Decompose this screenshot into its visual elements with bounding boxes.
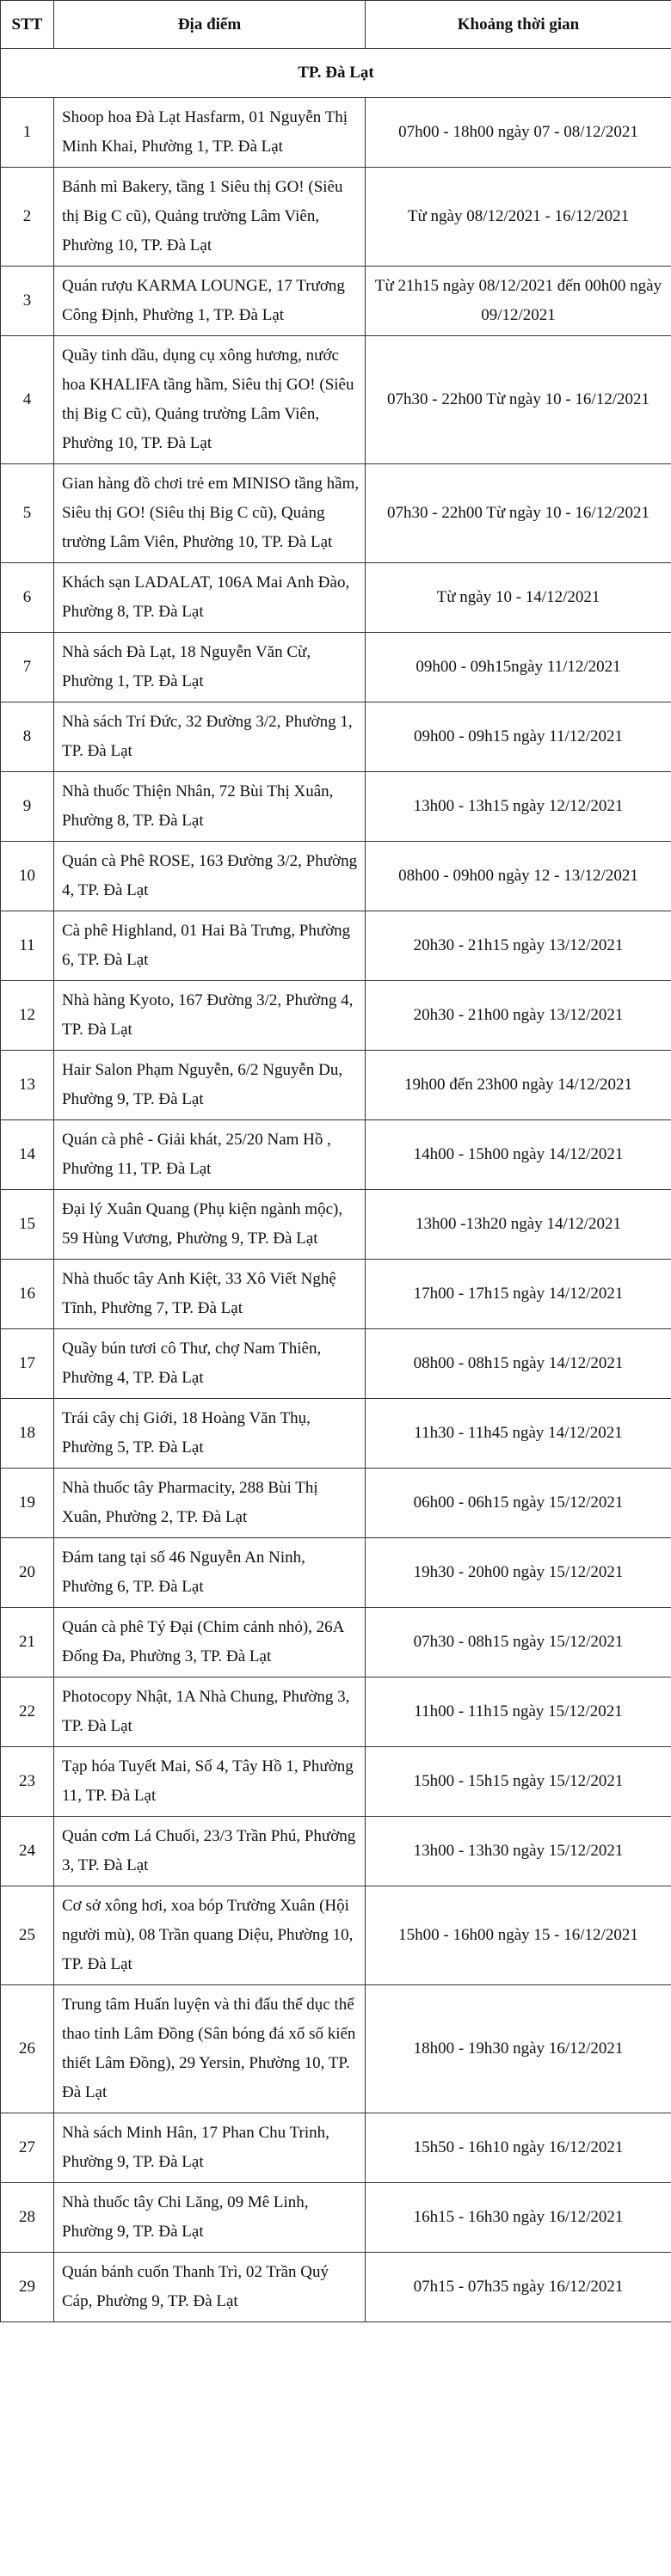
header-time: Khoảng thời gian — [366, 1, 671, 49]
row-place: Cơ sở xông hơi, xoa bóp Trường Xuân (Hội người mù), 08 Trần quang Diệu, Phường 10, TP. Đà Lạt — [54, 1886, 366, 1985]
row-time: 07h30 - 22h00 Từ ngày 10 - 16/12/2021 — [366, 464, 671, 563]
table-row — [1, 2183, 671, 2253]
row-stt: 21 — [1, 1608, 54, 1677]
row-place: Quầy bún tươi cô Thư, chợ Nam Thiên, Phường 4, TP. Đà Lạt — [54, 1329, 366, 1399]
table-row — [1, 1469, 671, 1538]
table-row — [1, 1747, 671, 1817]
section-title: TP. Đà Lạt — [1, 49, 671, 98]
row-place: Photocopy Nhật, 1A Nhà Chung, Phường 3, TP. Đà Lạt — [54, 1677, 366, 1747]
row-place: Cà phê Highland, 01 Hai Bà Trưng, Phường 6, TP. Đà Lạt — [54, 911, 366, 981]
row-place: Trung tâm Huấn luyện và thi đấu thể dục thể thao tỉnh Lâm Đồng (Sân bóng đá xổ số kiến thiết Lâm Đồng), 29 Yersin, Phường 10, TP. Đà Lạt — [54, 1985, 366, 2113]
row-stt: 20 — [1, 1538, 54, 1608]
row-place: Nhà thuốc tây Anh Kiệt, 33 Xô Viết Nghệ Tĩnh, Phường 7, TP. Đà Lạt — [54, 1260, 366, 1329]
table-row — [1, 1051, 671, 1120]
table-row — [1, 98, 671, 168]
row-time: 15h50 - 16h10 ngày 16/12/2021 — [366, 2113, 671, 2183]
row-place: Shoop hoa Đà Lạt Hasfarm, 01 Nguyễn Thị Minh Khai, Phường 1, TP. Đà Lạt — [54, 98, 366, 168]
row-time: Từ 21h15 ngày 08/12/2021 đến 00h00 ngày 09/12/2021 — [366, 267, 671, 336]
row-stt: 16 — [1, 1260, 54, 1329]
row-place: Quán bánh cuốn Thanh Trì, 02 Trần Quý Cáp, Phường 9, TP. Đà Lạt — [54, 2253, 366, 2322]
row-time: 08h00 - 08h15 ngày 14/12/2021 — [366, 1329, 671, 1399]
row-stt: 28 — [1, 2183, 54, 2253]
row-time: 07h15 - 07h35 ngày 16/12/2021 — [366, 2253, 671, 2322]
row-time: 17h00 - 17h15 ngày 14/12/2021 — [366, 1260, 671, 1329]
row-stt: 23 — [1, 1747, 54, 1817]
row-stt: 3 — [1, 267, 54, 336]
header-place: Địa điểm — [54, 1, 366, 49]
row-stt: 15 — [1, 1190, 54, 1260]
row-time: 09h00 - 09h15ngày 11/12/2021 — [366, 633, 671, 702]
row-place: Đám tang tại số 46 Nguyễn An Ninh, Phường 6, TP. Đà Lạt — [54, 1538, 366, 1608]
table-row — [1, 702, 671, 772]
row-place: Bánh mì Bakery, tầng 1 Siêu thị GO! (Siêu thị Big C cũ), Quảng trường Lâm Viên, Phường 10, TP. Đà Lạt — [54, 168, 366, 267]
section-row — [1, 49, 671, 98]
row-stt: 19 — [1, 1469, 54, 1538]
table-row — [1, 1886, 671, 1985]
table-row — [1, 1538, 671, 1608]
row-time: 18h00 - 19h30 ngày 16/12/2021 — [366, 1985, 671, 2113]
row-time: 15h00 - 16h00 ngày 15 - 16/12/2021 — [366, 1886, 671, 1985]
row-stt: 22 — [1, 1677, 54, 1747]
row-place: Gian hàng đồ chơi trẻ em MINISO tầng hầm, Siêu thị GO! (Siêu thị Big C cũ), Quảng trường Lâm Viên, Phường 10, TP. Đà Lạt — [54, 464, 366, 563]
row-place: Hair Salon Phạm Nguyễn, 6/2 Nguyễn Du, Phường 9, TP. Đà Lạt — [54, 1051, 366, 1120]
row-place: Quầy tinh dầu, dụng cụ xông hương, nước hoa KHALIFA tầng hầm, Siêu thị GO! (Siêu thị Big C cũ), Quảng trường Lâm Viên, Phường 10, TP. Đà Lạt — [54, 336, 366, 464]
row-place: Khách sạn LADALAT, 106A Mai Anh Đào, Phường 8, TP. Đà Lạt — [54, 563, 366, 633]
header-row — [1, 1, 671, 49]
table-row — [1, 2113, 671, 2183]
row-time: 13h00 - 13h30 ngày 15/12/2021 — [366, 1817, 671, 1886]
row-time: 07h00 - 18h00 ngày 07 - 08/12/2021 — [366, 98, 671, 168]
row-stt: 4 — [1, 336, 54, 464]
table-row — [1, 464, 671, 563]
row-time: 14h00 - 15h00 ngày 14/12/2021 — [366, 1120, 671, 1190]
row-place: Đại lý Xuân Quang (Phụ kiện ngành mộc), 59 Hùng Vương, Phường 9, TP. Đà Lạt — [54, 1190, 366, 1260]
row-stt: 5 — [1, 464, 54, 563]
row-time: 07h30 - 08h15 ngày 15/12/2021 — [366, 1608, 671, 1677]
row-place: Quán rượu KARMA LOUNGE, 17 Trương Công Định, Phường 1, TP. Đà Lạt — [54, 267, 366, 336]
table-header — [1, 1, 671, 49]
row-stt: 26 — [1, 1985, 54, 2113]
table-row — [1, 1329, 671, 1399]
table-row — [1, 1120, 671, 1190]
table-row — [1, 981, 671, 1051]
table-body — [1, 49, 671, 2322]
row-time: Từ ngày 10 - 14/12/2021 — [366, 563, 671, 633]
row-time: 13h00 - 13h15 ngày 12/12/2021 — [366, 772, 671, 842]
row-place: Trái cây chị Giới, 18 Hoàng Văn Thụ, Phường 5, TP. Đà Lạt — [54, 1399, 366, 1469]
row-stt: 12 — [1, 981, 54, 1051]
row-stt: 25 — [1, 1886, 54, 1985]
row-stt: 24 — [1, 1817, 54, 1886]
row-time: 20h30 - 21h00 ngày 13/12/2021 — [366, 981, 671, 1051]
row-place: Nhà sách Trí Đức, 32 Đường 3/2, Phường 1, TP. Đà Lạt — [54, 702, 366, 772]
row-place: Nhà thuốc tây Chi Lăng, 09 Mê Linh, Phường 9, TP. Đà Lạt — [54, 2183, 366, 2253]
row-place: Quán cà phê - Giải khát, 25/20 Nam Hồ , Phường 11, TP. Đà Lạt — [54, 1120, 366, 1190]
row-time: Từ ngày 08/12/2021 - 16/12/2021 — [366, 168, 671, 267]
table-row — [1, 1985, 671, 2113]
row-stt: 1 — [1, 98, 54, 168]
row-place: Nhà sách Minh Hân, 17 Phan Chu Trinh, Phường 9, TP. Đà Lạt — [54, 2113, 366, 2183]
row-time: 16h15 - 16h30 ngày 16/12/2021 — [366, 2183, 671, 2253]
row-stt: 18 — [1, 1399, 54, 1469]
row-stt: 13 — [1, 1051, 54, 1120]
table-row — [1, 842, 671, 911]
table-row — [1, 911, 671, 981]
row-time: 15h00 - 15h15 ngày 15/12/2021 — [366, 1747, 671, 1817]
row-stt: 10 — [1, 842, 54, 911]
row-place: Quán cà phê Tý Đại (Chim cảnh nhỏ), 26A Đống Đa, Phường 3, TP. Đà Lạt — [54, 1608, 366, 1677]
row-place: Quán cà Phê ROSE, 163 Đường 3/2, Phường 4, TP. Đà Lạt — [54, 842, 366, 911]
table-row — [1, 1399, 671, 1469]
row-time: 07h30 - 22h00 Từ ngày 10 - 16/12/2021 — [366, 336, 671, 464]
row-stt: 8 — [1, 702, 54, 772]
row-stt: 14 — [1, 1120, 54, 1190]
row-place: Nhà hàng Kyoto, 167 Đường 3/2, Phường 4, TP. Đà Lạt — [54, 981, 366, 1051]
row-stt: 27 — [1, 2113, 54, 2183]
row-place: Nhà sách Đà Lạt, 18 Nguyễn Văn Cừ, Phường 1, TP. Đà Lạt — [54, 633, 366, 702]
row-stt: 11 — [1, 911, 54, 981]
table-row — [1, 563, 671, 633]
row-stt: 9 — [1, 772, 54, 842]
table-row — [1, 1190, 671, 1260]
row-place: Nhà thuốc tây Pharmacity, 288 Bùi Thị Xuân, Phường 2, TP. Đà Lạt — [54, 1469, 366, 1538]
table-row — [1, 168, 671, 267]
table-row — [1, 1608, 671, 1677]
table-row — [1, 633, 671, 702]
row-time: 20h30 - 21h15 ngày 13/12/2021 — [366, 911, 671, 981]
row-time: 13h00 -13h20 ngày 14/12/2021 — [366, 1190, 671, 1260]
row-stt: 29 — [1, 2253, 54, 2322]
row-place: Tạp hóa Tuyết Mai, Số 4, Tây Hồ 1, Phường 11, TP. Đà Lạt — [54, 1747, 366, 1817]
row-place: Nhà thuốc Thiện Nhân, 72 Bùi Thị Xuân, Phường 8, TP. Đà Lạt — [54, 772, 366, 842]
row-stt: 7 — [1, 633, 54, 702]
table-row — [1, 267, 671, 336]
row-time: 19h30 - 20h00 ngày 15/12/2021 — [366, 1538, 671, 1608]
row-time: 08h00 - 09h00 ngày 12 - 13/12/2021 — [366, 842, 671, 911]
row-time: 06h00 - 06h15 ngày 15/12/2021 — [366, 1469, 671, 1538]
row-time: 11h30 - 11h45 ngày 14/12/2021 — [366, 1399, 671, 1469]
row-time: 09h00 - 09h15 ngày 11/12/2021 — [366, 702, 671, 772]
header-stt: STT — [1, 1, 54, 49]
table-row — [1, 336, 671, 464]
row-stt: 2 — [1, 168, 54, 267]
row-time: 11h00 - 11h15 ngày 15/12/2021 — [366, 1677, 671, 1747]
table-row — [1, 1817, 671, 1886]
row-stt: 17 — [1, 1329, 54, 1399]
table-row — [1, 1677, 671, 1747]
table-row — [1, 2253, 671, 2322]
row-place: Quán cơm Lá Chuối, 23/3 Trần Phú, Phường 3, TP. Đà Lạt — [54, 1817, 366, 1886]
table-row — [1, 772, 671, 842]
row-stt: 6 — [1, 563, 54, 633]
table-row — [1, 1260, 671, 1329]
row-time: 19h00 đến 23h00 ngày 14/12/2021 — [366, 1051, 671, 1120]
